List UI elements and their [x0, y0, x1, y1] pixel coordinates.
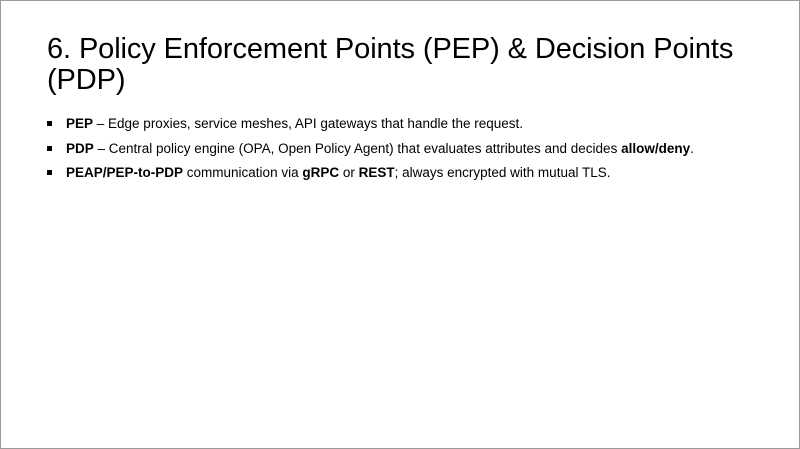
- slide-title: 6. Policy Enforcement Points (PEP) & Decision Points (PDP): [47, 33, 734, 96]
- bullet-text: – Central policy engine (OPA, Open Policy Agent) that evaluates attributes and decides: [93, 140, 622, 156]
- bullet-item-pep: [47, 114, 777, 133]
- term-grpc: gRPC: [302, 165, 340, 180]
- bullet-text: ; always encrypted with mutual TLS.: [394, 165, 611, 180]
- bullet-item-communication: [47, 163, 777, 182]
- bullet-item-pdp: [47, 139, 777, 158]
- square-bullet-icon: [47, 121, 52, 126]
- bullet-list: [47, 114, 777, 188]
- term-rest: REST: [358, 165, 395, 180]
- term-allow-deny: allow/deny: [621, 140, 691, 156]
- bullet-text: communication via: [183, 165, 303, 180]
- square-bullet-icon: [47, 146, 52, 151]
- bullet-text: .: [690, 140, 694, 156]
- term-peap-pep-to-pdp: PEAP/PEP-to-PDP: [66, 165, 184, 180]
- bullet-text: – Edge proxies, service meshes, API gateways that handle the request.: [93, 116, 524, 131]
- term-pep: PEP: [66, 116, 94, 131]
- square-bullet-icon: [47, 170, 52, 175]
- term-pdp: PDP: [66, 140, 94, 156]
- bullet-text: or: [339, 165, 359, 180]
